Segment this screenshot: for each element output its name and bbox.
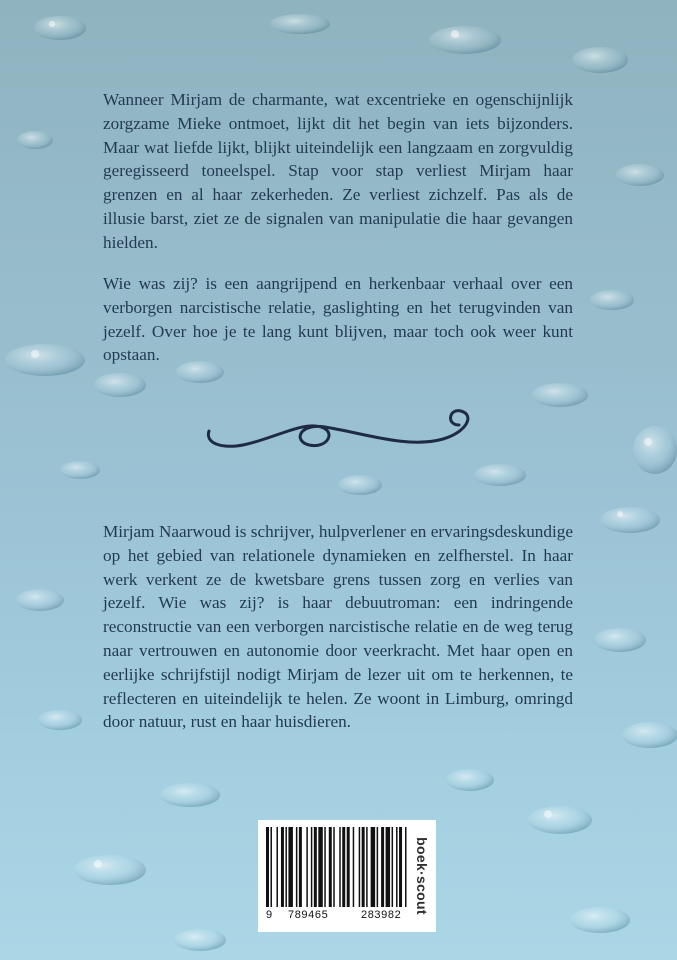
blurb-paragraph-1: Wanneer Mirjam de charmante, wat excentrieke en ogenschijnlijk zorgzame Mieke ontmoet, lijkt dit het begin van iets bijzonders. Maar wat liefde lijkt, blijkt uiteindelijk een langzaam en zorgvuldig geregisseerd toneelspel. Stap voor stap verliest Mirjam haar grenzen en al haar zekerheden. Ze verliest zichzelf. Pas als de illusie barst, ziet ze de signalen van manipulatie die haar gevangen hielden. (103, 90, 573, 252)
barcode-bar (276, 827, 277, 907)
barcode-bar (324, 827, 325, 907)
barcode-bar (306, 827, 307, 907)
publisher-logo-text: boek·scout (414, 837, 430, 915)
barcode-bar (386, 827, 390, 907)
publisher-logo (410, 822, 434, 930)
decorative-swirl-divider (203, 403, 483, 463)
barcode-bar (381, 827, 384, 907)
barcode-bar (362, 827, 365, 907)
barcode-graphic (266, 827, 411, 907)
barcode-bar (399, 827, 402, 907)
isbn-barcode-label (258, 820, 436, 932)
isbn-group-1: 789465 (288, 909, 329, 921)
isbn-digits (264, 909, 414, 925)
isbn-lead-digit: 9 (266, 909, 273, 921)
barcode-bar (342, 827, 345, 907)
barcode-bar (311, 827, 312, 907)
barcode-bar (359, 827, 360, 907)
barcode-bar (392, 827, 393, 907)
barcode-bar (314, 827, 317, 907)
blurb-paragraph-2: Wie was zij? is een aangrijpend en herkenbaar verhaal over een verborgen narcistische relatie, gaslighting en het terugvinden van jezelf. Over hoe je te lang kunt blijven, maar toch ook weer kunt opstaan. (103, 274, 573, 365)
barcode-bar (266, 827, 269, 907)
isbn-group-2: 283982 (361, 909, 402, 921)
barcode-bar (285, 827, 286, 907)
barcode-bar (299, 827, 302, 907)
barcode-bar (329, 827, 332, 907)
author-bio-paragraph: Mirjam Naarwoud is schrijver, hulpverlener en ervaringsdeskundige op het gebied van relationele dynamieken en zelfherstel. In haar werk verkent ze de kwetsbare grens tussen zorg en verlies van jezelf. Wie was zij? is haar debuutroman: een indringende reconstructie van een verborgen narcistische relatie en de weg terug naar vertrouwen en autonomie door veerkracht. Met haar open en eerlijke schrijfstijl nodigt Mirjam de lezer uit om te herkennen, te reflecteren en uiteindelijk te helen. Ze woont in Limburg, omringd door natuur, rust en haar huisdieren. (103, 522, 573, 732)
barcode-bar (366, 827, 367, 907)
barcode-bar (377, 827, 378, 907)
barcode-bar (318, 827, 322, 907)
barcode-bar (405, 827, 406, 907)
barcode-bar (281, 827, 284, 907)
barcode-bar (396, 827, 397, 907)
barcode-bar (333, 827, 334, 907)
barcode-bar (371, 827, 375, 907)
barcode-bar (347, 827, 350, 907)
barcode-bar (270, 827, 271, 907)
barcode-bar (288, 827, 292, 907)
barcode-bar (339, 827, 340, 907)
barcode-bar (296, 827, 297, 907)
barcode-bar (353, 827, 354, 907)
